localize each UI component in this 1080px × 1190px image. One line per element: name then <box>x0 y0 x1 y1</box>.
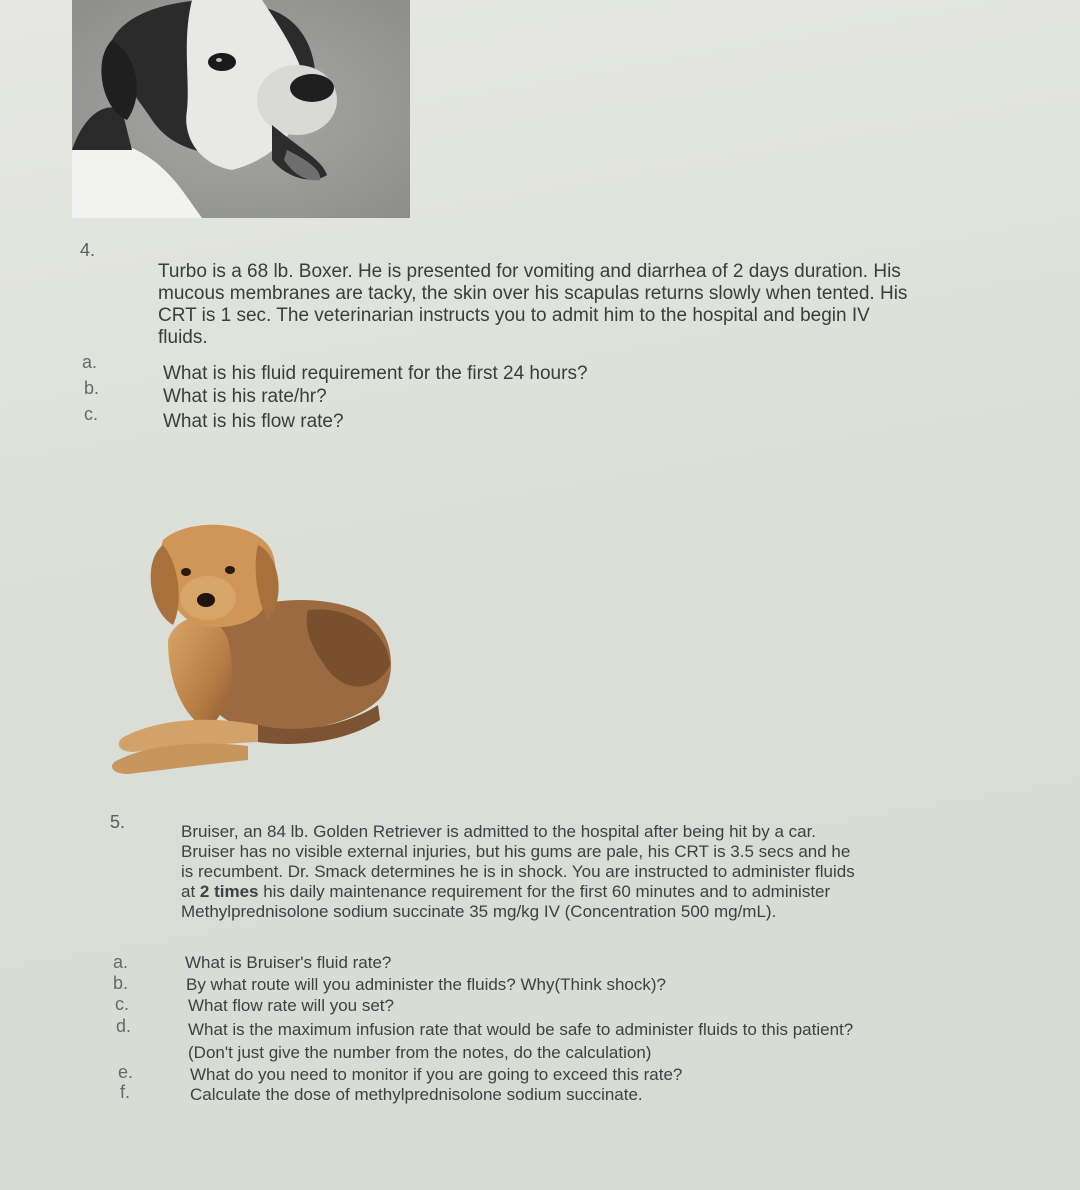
question-5-item: By what route will you administer the fluids? Why(Think shock)? <box>186 975 666 994</box>
question-5-item-letter: d. <box>116 1016 132 1036</box>
question-5-item-letter: a. <box>113 952 129 972</box>
question-4-item-letter: b. <box>84 378 100 398</box>
golden-retriever-photo <box>108 520 398 782</box>
question-5-line: at 2 times his daily maintenance requirement for the first 60 minutes and to administer <box>181 882 831 901</box>
question-4-line: CRT is 1 sec. The veterinarian instructs you to admit him to the hospital and begin IV <box>158 305 870 326</box>
question-4-item: What is his fluid requirement for the first 24 hours? <box>163 363 588 384</box>
question-5-item-letter: f. <box>120 1082 131 1102</box>
question-4-text <box>158 261 907 349</box>
question-4-item: What is his flow rate? <box>163 411 344 432</box>
question-5-line: Methylprednisolone sodium succinate 35 mg/kg IV (Concentration 500 mg/mL). <box>181 902 777 921</box>
question-5-item: What flow rate will you set? <box>188 996 394 1015</box>
boxer-photo <box>72 0 410 218</box>
question-4-line: mucous membranes are tacky, the skin over his scapulas returns slowly when tented. His <box>158 283 908 304</box>
question-5-number: 5. <box>110 812 126 832</box>
question-5-item: What do you need to monitor if you are going to exceed this rate? <box>190 1065 683 1084</box>
question-5-item-letter: e. <box>118 1062 134 1082</box>
question-5-line: is recumbent. Dr. Smack determines he is in shock. You are instructed to administer fluids <box>181 862 855 881</box>
question-5-item: Calculate the dose of methylprednisolone sodium succinate. <box>190 1085 643 1104</box>
question-5-item-letter: b. <box>113 973 129 993</box>
question-5-line: Bruiser, an 84 lb. Golden Retriever is admitted to the hospital after being hit by a car. <box>181 822 817 841</box>
question-5-item-letter: c. <box>115 994 130 1014</box>
emphasis-text: 2 times <box>199 882 259 901</box>
question-4-item: What is his rate/hr? <box>163 386 327 407</box>
question-4-line: fluids. <box>158 327 208 348</box>
question-5-line: Bruiser has no visible external injuries, but his gums are pale, his CRT is 3.5 secs and he <box>181 842 851 861</box>
question-4-item-letter: a. <box>82 352 98 372</box>
question-4-number: 4. <box>80 240 96 260</box>
question-4-item-letter: c. <box>84 404 99 424</box>
boxer-illustration <box>72 0 410 218</box>
question-5-item: What is Bruiser's fluid rate? <box>185 953 392 972</box>
question-4-line: Turbo is a 68 lb. Boxer. He is presented for vomiting and diarrhea of 2 days duration. His <box>158 261 901 282</box>
golden-retriever-illustration <box>108 520 398 782</box>
question-5-item-note: (Don't just give the number from the notes, do the calculation) <box>188 1043 652 1062</box>
question-5-text <box>181 822 855 922</box>
question-5-item: What is the maximum infusion rate that would be safe to administer fluids to this patient? <box>188 1020 854 1039</box>
